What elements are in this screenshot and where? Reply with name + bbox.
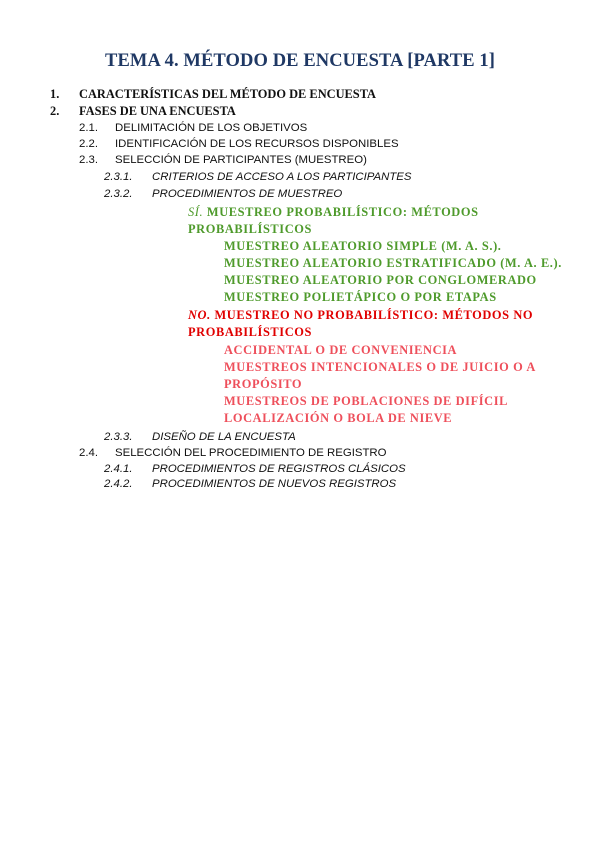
section-2-title: FASES DE UNA ENCUESTA bbox=[79, 104, 236, 118]
section-2-4-title: SELECCIÓN DEL PROCEDIMIENTO DE REGISTRO bbox=[115, 447, 387, 459]
section-2-3-1-title: CRITERIOS DE ACCESO A LOS PARTICIPANTES bbox=[152, 171, 412, 183]
non-probabilistic-item: LOCALIZACIÓN O BOLA DE NIEVE bbox=[224, 411, 453, 425]
probabilistic-heading bbox=[188, 204, 479, 220]
section-1-title: CARACTERÍSTICAS DEL MÉTODO DE ENCUESTA bbox=[79, 87, 376, 101]
non-probabilistic-item: MUESTREOS DE POBLACIONES DE DIFÍCIL bbox=[224, 394, 509, 408]
probabilistic-item: MUESTREO ALEATORIO POR CONGLOMERADO bbox=[224, 273, 537, 287]
section-2-4-number: 2.4. bbox=[79, 447, 98, 459]
non-probabilistic-heading-line1: MUESTREO NO PROBABILÍSTICO: MÉTODOS NO bbox=[210, 308, 534, 322]
section-2-2-title: IDENTIFICACIÓN DE LOS RECURSOS DISPONIBLES bbox=[115, 138, 399, 150]
probabilistic-heading-line1: MUESTREO PROBABILÍSTICO: MÉTODOS bbox=[203, 205, 479, 219]
section-2-3-3-title: DISEÑO DE LA ENCUESTA bbox=[152, 431, 296, 443]
non-probabilistic-item: PROPÓSITO bbox=[224, 377, 303, 391]
section-2-3-number: 2.3. bbox=[79, 154, 98, 166]
probabilistic-item: MUESTREO POLIETÁPICO O POR ETAPAS bbox=[224, 290, 497, 304]
probabilistic-heading-line2: PROBABILÍSTICOS bbox=[188, 222, 312, 236]
probabilistic-item: MUESTREO ALEATORIO ESTRATIFICADO (M. A. E.). bbox=[224, 256, 562, 270]
section-2-3-1-number: 2.3.1. bbox=[104, 171, 133, 183]
section-2-4-1-number: 2.4.1. bbox=[104, 463, 133, 475]
non-probabilistic-item: MUESTREOS INTENCIONALES O DE JUICIO O A bbox=[224, 360, 536, 374]
section-1-number: 1. bbox=[50, 87, 60, 101]
probabilistic-item: MUESTREO ALEATORIO SIMPLE (M. A. S.). bbox=[224, 239, 502, 253]
section-2-number: 2. bbox=[50, 104, 60, 118]
section-2-4-2-title: PROCEDIMIENTOS DE NUEVOS REGISTROS bbox=[152, 478, 397, 490]
section-2-4-1-title: PROCEDIMIENTOS DE REGISTROS CLÁSICOS bbox=[152, 463, 406, 475]
section-2-3-title: SELECCIÓN DE PARTICIPANTES (MUESTREO) bbox=[115, 154, 367, 166]
non-probabilistic-heading-line2: PROBABILÍSTICOS bbox=[188, 325, 312, 339]
section-2-4-2-number: 2.4.2. bbox=[104, 478, 133, 490]
non-probabilistic-prefix: NO. bbox=[188, 308, 211, 322]
section-2-3-2-title: PROCEDIMIENTOS DE MUESTREO bbox=[152, 188, 343, 200]
non-probabilistic-heading bbox=[188, 307, 533, 323]
section-2-2-number: 2.2. bbox=[79, 138, 98, 150]
section-2-3-3-number: 2.3.3. bbox=[104, 431, 133, 443]
section-2-1-number: 2.1. bbox=[79, 122, 98, 134]
section-2-1-title: DELIMITACIÓN DE LOS OBJETIVOS bbox=[115, 122, 308, 134]
probabilistic-prefix: SÍ. bbox=[188, 205, 204, 219]
page-title: TEMA 4. MÉTODO DE ENCUESTA [PARTE 1] bbox=[105, 51, 495, 71]
section-2-3-2-number: 2.3.2. bbox=[104, 188, 133, 200]
non-probabilistic-item: ACCIDENTAL O DE CONVENIENCIA bbox=[224, 343, 458, 357]
